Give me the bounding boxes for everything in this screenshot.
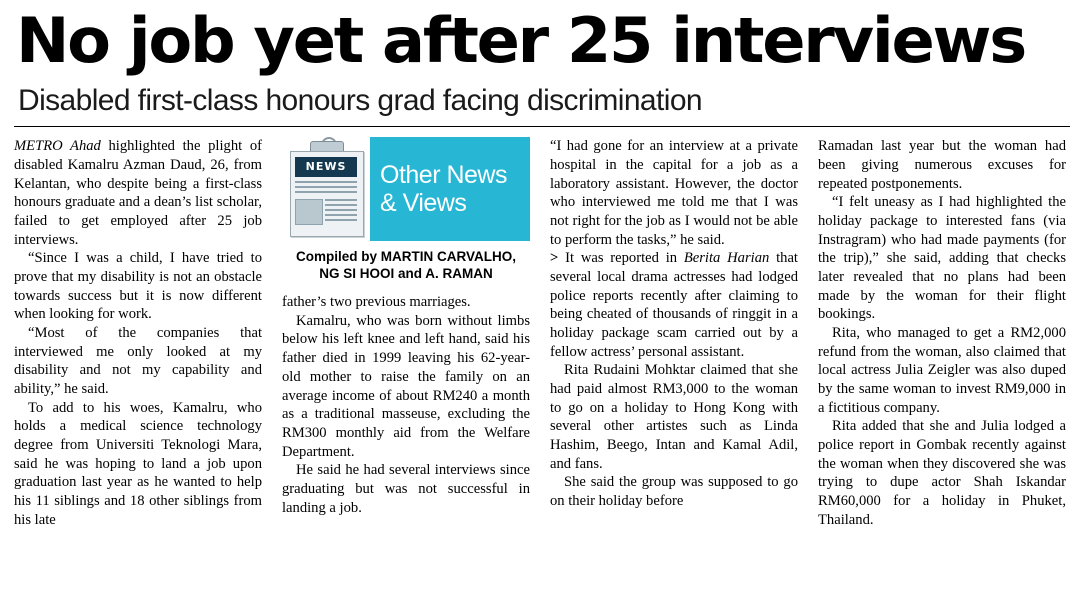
divider xyxy=(14,126,1070,127)
news-masthead-label: NEWS xyxy=(295,157,357,177)
promo-label-block xyxy=(370,137,530,241)
paragraph xyxy=(550,249,798,361)
paragraph: To add to his woes, Kamalru, who holds a medical science technology degree from Universiti Teknologi Mara, said he was hoping to land a job upon graduation last year as he wanted to help his 11 siblings and 18 other siblings from his late xyxy=(14,399,262,528)
column-1 xyxy=(14,137,262,529)
bullet-marker: > xyxy=(550,250,566,267)
paragraph: father’s two previous marriages. xyxy=(282,294,471,311)
promo-illustration xyxy=(282,137,370,241)
publication-name: Berita Harian xyxy=(683,250,770,267)
paragraph: “Since I was a child, I have tried to prove that my disability is not an obstacle towards success but it is now different when looking for work. xyxy=(14,250,262,323)
paragraph: She said the group was supposed to go on their holiday before xyxy=(550,474,798,510)
paragraph: “I had gone for an interview at a private hospital in the capital for a job as a laboratory assistant. However, the doctor who interviewed me told me that I was not right for the job as I would not be able to perform the tasks,” he said. xyxy=(550,138,798,248)
promo-title-line1: Other News xyxy=(380,160,507,189)
paragraph-text: It was reported in xyxy=(565,250,684,267)
article-columns xyxy=(14,137,1070,529)
column-3 xyxy=(550,137,798,529)
other-news-promo-box[interactable] xyxy=(282,137,530,241)
paragraph-text-cont: that several local drama actresses had lodged police reports recently after claiming to being cheated of thousands of ringgit in a holiday package scam carried out by a fellow actress’ personal assistant. xyxy=(550,250,798,360)
newspaper-page xyxy=(0,4,1084,608)
photo-placeholder xyxy=(295,199,323,225)
paragraph: Rita added that she and Julia lodged a police report in Gombak recently against the woman when they discovered she was trying to dupe actor Shah Iskandar RM60,000 for a holiday in Phuket, Thailand. xyxy=(818,418,1066,528)
page-title: No job yet after 25 interviews xyxy=(16,4,1026,77)
paragraph: Ramadan last year but the woman had been giving numerous excuses for repeated postponements. xyxy=(818,138,1066,192)
paragraph: Kamalru, who was born without limbs below his left knee and left hand, said his father died in 1999 leaving his 62-year-old mother to raise the family on an average income of about RM240 a month as a traditional masseuse, excluding the RM300 monthly aid from the Welfare Department. xyxy=(282,312,530,460)
paragraph: “Most of the companies that interviewed me only looked at my disability and not my capability and ability,” he said. xyxy=(14,325,262,398)
paragraph: Rita, who managed to get a RM2,000 refund from the woman, also claimed that local actress Julia Zeigler was also duped by the same woman to invest RM9,000 in a fictitious company. xyxy=(818,325,1066,416)
column-4 xyxy=(818,137,1066,529)
byline-line2: NG SI HOOI and A. RAMAN xyxy=(319,266,493,282)
text-lines xyxy=(295,181,357,196)
text-lines-secondary xyxy=(325,199,357,224)
paragraph-text: highlighted the plight of disabled Kamalru Azman Daud, 26, from Kelantan, who despite being a first-class honours graduate and a dean’s list scholar, failed to get employed after 25 job interviews. xyxy=(14,138,262,248)
clipboard-newspaper-icon xyxy=(286,141,366,237)
lead-in-text: METRO Ahad xyxy=(14,138,101,155)
paragraph: He said he had several interviews since graduating but was not successful in landing a job. xyxy=(282,462,530,516)
paragraph xyxy=(14,137,262,249)
column-2 xyxy=(282,137,530,529)
promo-title-line2: & Views xyxy=(380,188,467,217)
byline xyxy=(282,249,530,283)
byline-line1: Compiled by MARTIN CARVALHO, xyxy=(295,249,516,265)
paragraph: Rita Rudaini Mohktar claimed that she had paid almost RM3,000 to the woman to go on a holiday to Hong Kong with several other artistes such as Linda Hashim, Beego, Intan and Kamal Adil, and fans. xyxy=(550,362,798,472)
paragraph: “I felt uneasy as I had highlighted the holiday package to interested fans (via Instragram) who had made payments (for the trip),” she said, adding that checks later revealed that no plans had been made by the woman for their flight bookings. xyxy=(818,194,1066,323)
page-subtitle: Disabled first-class honours grad facing discrimination xyxy=(18,83,702,117)
